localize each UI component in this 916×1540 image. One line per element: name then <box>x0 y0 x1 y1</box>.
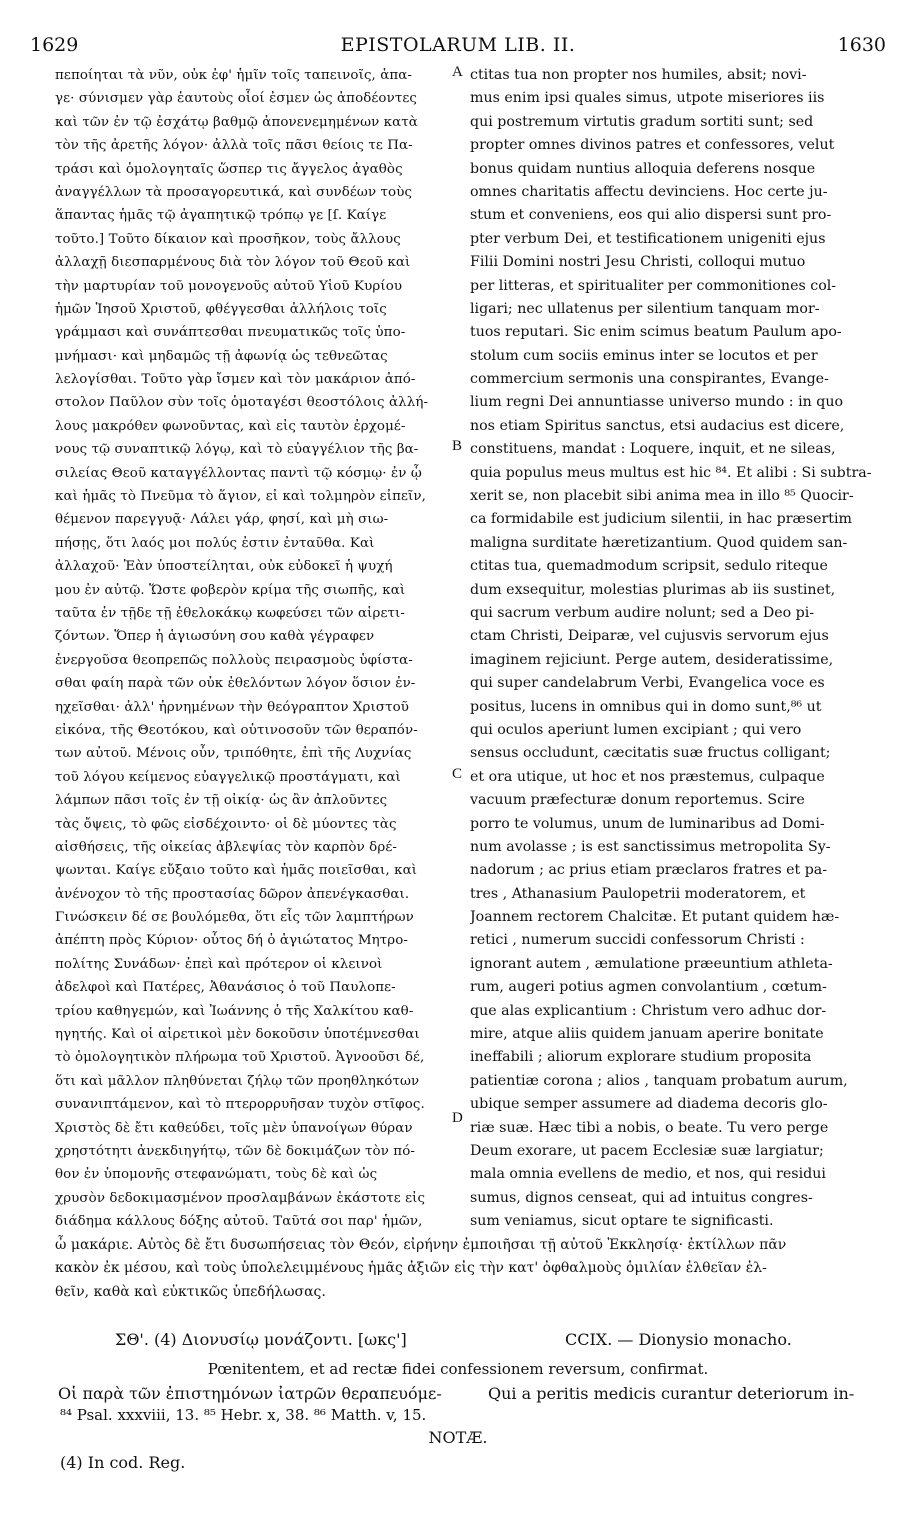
greek-letter-heading: ΣΘ'. (4) Διονυσίῳ μονάζοντι. [ωκς'] <box>115 1330 407 1349</box>
text-line: ἅπαντας ἡμᾶς τῷ ἀγαπητικῷ τρόπῳ γε [ſ. Καίγε <box>55 208 387 224</box>
text-line: ἡμῶν Ἰησοῦ Χριστοῦ, φθέγγεσθαι ἀλλήλοις τοῖς <box>55 301 387 317</box>
text-line: γε· σύνισμεν γὰρ ἑαυτοὺς οἷοί ἐσμεν ὡς ἀποδέοντες <box>55 91 417 107</box>
text-line: xerit se, non placebit sibi anima mea in illo ⁸⁵ Quocir- <box>470 488 854 505</box>
text-line: tuos reputari. Sic enim scimus beatum Paulum apo- <box>470 324 842 341</box>
text-line: ὦ μακάριε. Αὐτὸς δὲ ἔτι δυσωπήσειας τὸν Θεόν, εἰρήνην ἐμποιῆσαι τῇ αὐτοῦ Ἐκκλησίᾳ· ἐκτίλλων πᾶν <box>55 1237 787 1253</box>
text-line: τὴν μαρτυρίαν τοῦ μονογενοῦς αὐτοῦ Υἱοῦ Κυρίου <box>55 278 403 294</box>
text-line: τρίου καθηγεμών, καὶ Ἰωάννης ὁ τῆς Χαλκίτου καθ- <box>55 1003 414 1019</box>
text-line: τράσι καὶ ὁμολογηταῖς ὥσπερ τις ἄγγελος ἀγαθὸς <box>55 161 403 177</box>
text-line: τοῦτο.] Τοῦτο δίκαιον καὶ προσῆκον, τοὺς ἄλλους <box>55 231 401 247</box>
text-line: num avolasse ; is est sanctissimus metropolita Sy- <box>470 838 831 855</box>
text-line: commercium sermonis una conspirantes, Evange- <box>470 371 829 388</box>
text-line: ca formidabile est judicium silentii, in hac præsertim <box>470 511 852 528</box>
letter-heading <box>55 1330 885 1358</box>
text-line: dum exsequitur, molestias plurimas ab iis sustinet, <box>470 581 836 598</box>
text-line: ἀλλαχοῦ· Ἐὰν ὑποστείληται, οὐκ εὐδοκεῖ ἡ ψυχή <box>55 559 393 575</box>
text-line: τὰς ὄψεις, τὸ φῶς εἰσδέχοιντο· οἱ δὲ μύοντες τὰς <box>55 816 397 832</box>
text-line: propter omnes divinos patres et confessores, velut <box>470 137 835 154</box>
text-line: porro te volumus, unum de luminaribus ad Domi- <box>470 815 825 832</box>
running-title: EPISTOLARUM LIB. II. <box>340 34 576 56</box>
text-line: τοῦ λόγου κείμενος εὐαγγελικῷ προστάγματι, καὶ <box>55 769 401 785</box>
text-line: ηγητής. Καὶ οἱ αἱρετικοὶ μὲν δοκοῦσιν ὑποτέμνεσθαι <box>55 1027 420 1043</box>
latin-letter-start: Qui a peritis medicis curantur deteriorum in- <box>488 1384 855 1403</box>
text-line: ψωνται. Καίγε εὔξαιο τοῦτο καὶ ἡμᾶς ποιεῖσθαι, καὶ <box>55 863 418 879</box>
text-line: constituens, mandat : Loquere, inquit, et ne sileas, <box>470 441 836 458</box>
text-line: πολίτης Συνάδων· ἐπεὶ καὶ πρότερον οἱ κλεινοὶ <box>55 956 383 972</box>
text-line: qui sacrum verbum audire nolunt; sed a Deo pi- <box>470 604 815 621</box>
text-line: ctitas tua non propter nos humiles, absit; novi- <box>470 67 807 83</box>
text-line: ὅτι καὶ μᾶλλον πληθύνεται ζήλῳ τῶν προηθληκότων <box>55 1073 420 1089</box>
text-line: τὸν τῆς ἀρετῆς λόγον· ἀλλὰ τοῖς πᾶσι θείοις τε Πα- <box>55 138 413 154</box>
text-line: lium regni Dei annuntiasse universo mundo : in quo <box>470 394 844 411</box>
text-line: qui postremum virtutis gradum sortiti sunt; sed <box>470 113 814 130</box>
text-line: qui super candelabrum Verbi, Evangelica voce es <box>470 675 825 692</box>
text-line: mala omnia evellens de medio, et nos, qui residui <box>470 1166 826 1183</box>
text-line: ηχεῖσθαι· ἀλλ' ἠρνημένων τὴν θεόγραπτον Χριστοῦ <box>55 699 410 715</box>
text-line: retici , numerum succidi confessorum Christi : <box>470 932 805 949</box>
text-line: sum veniamus, sicut optare te significasti. <box>470 1213 774 1230</box>
text-line: stum et conveniens, eos qui alio dispersi sunt pro- <box>470 207 832 224</box>
text-line: que alas explicantium : Christum vero adhuc dor- <box>470 1002 827 1019</box>
text-line: ligari; nec ullatenus per silentium tanquam mor- <box>470 300 820 317</box>
text-line: νους τῷ συναπτικῷ λόγῳ, καὶ τὸ εὐαγγέλιον τῆς βα- <box>55 442 419 458</box>
text-line: ctam Christi, Deiparæ, vel cujusvis servorum ejus <box>470 628 829 645</box>
text-line: σιλείας Θεοῦ καταγγέλλοντας παντὶ τῷ κόσμῳ· ἐν ᾧ <box>55 465 422 481</box>
greek-letter-start: Οἱ παρὰ τῶν ἐπιστημόνων ἰατρῶν θεραπευόμε- <box>58 1384 442 1403</box>
codex-note: (4) In cod. Reg. <box>60 1453 186 1472</box>
margin-marker-d: D <box>452 1110 463 1126</box>
text-line: qui oculos aperiunt lumen excipiant ; qui vero <box>470 721 802 738</box>
margin-marker-c: C <box>452 766 463 782</box>
text-line: mus enim ipsi quales simus, utpote miseriores iis <box>470 90 825 107</box>
text-line: omnes charitatis affectu devinciens. Hoc certe ju- <box>470 183 828 200</box>
latin-text-column <box>470 64 880 1234</box>
text-line: εἰκόνα, τῆς Θεοτόκου, καὶ οὑτινοσοῦν τῶν θεραπόν- <box>55 722 418 738</box>
margin-marker-a: A <box>452 64 463 80</box>
text-line: διάδημα κάλλους δόξης αὐτοῦ. Ταῦτά σοι παρ' ἡμῶν, <box>55 1214 423 1230</box>
text-line: riæ suæ. Hæc tibi a nobis, o beate. Tu vero perge <box>470 1119 829 1136</box>
text-line: per litteras, et spiritualiter per commonitiones col- <box>470 277 837 294</box>
letter-summary: Pœnitentem, et ad rectæ fidei confessionem reversum, confirmat. <box>207 1360 709 1378</box>
text-line: nadorum ; ac prius etiam præclaros fratres et pa- <box>470 862 828 879</box>
latin-letter-heading: CCIX. — Dionysio monacho. <box>565 1330 792 1349</box>
text-line: ctitas tua, quemadmodum scripsit, sedulo riteque <box>470 558 828 575</box>
text-line: των αὐτοῦ. Μένοις οὖν, τριπόθητε, ἐπὶ τῆς Λυχνίας <box>55 746 412 762</box>
text-line: σθαι φαίη παρὰ τῶν οὐκ ἐθελόντων λόγον ὅσιον ἐν- <box>55 676 416 692</box>
text-line: ζόντων. Ὅπερ ἡ ἁγιωσύνη σου καθὰ γέγραφεν <box>55 629 375 645</box>
text-line: quia populus meus multus est hic ⁸⁴. Et alibi : Si subtra- <box>470 464 872 481</box>
page-header <box>30 34 886 64</box>
text-line: μνήμασι· καὶ μηδαμῶς τῇ ἀφωνίᾳ ὡς τεθνεῶτας <box>55 348 388 364</box>
text-line: stolum cum sociis eminus inter se locutos et per <box>470 347 818 364</box>
text-line: θεῖν, καθὰ καὶ εὐκτικῶς ὑπεδήλωσας. <box>55 1283 326 1300</box>
margin-marker-b: B <box>452 438 463 454</box>
text-line: et ora utique, ut hoc et nos præstemus, culpaque <box>470 768 825 785</box>
text-line: rum, augeri potius agmen convolantium , cœtum- <box>470 979 827 996</box>
text-line: χρηστότητι ἀνεκδιηγήτῳ, τῶν δὲ δοκιμάζων τὸν πό- <box>55 1143 415 1159</box>
text-line: mire, atque aliis quidem januam aperire bonitate <box>470 1026 824 1043</box>
text-line: συνανιπτάμενον, καὶ τὸ πτερορρυῆσαν τυχὸν στῖφος. <box>55 1097 425 1113</box>
text-line: λάμπων πᾶσι τοῖς ἐν τῇ οἰκίᾳ· ὡς ἂν ἀπλοῦντες <box>55 793 388 809</box>
text-line: bonus quidam nuntius alloquia deferens nosque <box>470 160 816 177</box>
text-line: λελογίσθαι. Τοῦτο γὰρ ἴσμεν καὶ τὸν μακάριον ἀπό- <box>55 372 416 388</box>
text-line: vacuum præfecturæ donum reportemus. Scire <box>470 792 805 809</box>
text-line: sensus occludunt, cæcitatis suæ fructus colligant; <box>470 745 831 762</box>
text-line: γράμμασι καὶ συνάπτεσθαι πνευματικῶς τοῖς ὑπο- <box>55 325 406 341</box>
text-line: Deum exorare, ut pacem Ecclesiæ suæ largiatur; <box>470 1142 824 1159</box>
text-line: ineffabili ; aliorum explorare studium proposita <box>470 1049 812 1066</box>
text-line: ignorant autem , æmulatione præeuntium athleta- <box>470 955 833 972</box>
text-line: ἀδελφοὶ καὶ Πατέρες, Ἀθανάσιος ὁ τοῦ Παυλοπε- <box>55 980 396 996</box>
text-line: pter verbum Dei, et testificationem unigeniti ejus <box>470 230 826 247</box>
text-line: θέμενον παρεγγυᾷ· Λάλει γάρ, φησί, καὶ μὴ σιω- <box>55 512 389 528</box>
text-line: πήσῃς, ὅτι λαός μοι πολύς ἐστιν ἐνταῦθα. Καὶ <box>55 535 375 551</box>
text-line: maligna surditate hæretizantium. Quod quidem san- <box>470 534 848 551</box>
text-line: Joannem rectorem Chalcitæ. Et putant quidem hæ- <box>470 909 840 926</box>
text-line: sumus, dignos censeat, qui ad intuitus congres- <box>470 1189 813 1206</box>
right-page-number: 1630 <box>837 34 886 56</box>
text-line: ἀπέπτη πρὸς Κύριον· οὗτος δή ὁ ἁγιώτατος Μητρο- <box>55 933 409 949</box>
text-line: κακὸν ἐκ μέσου, καὶ τοὺς ὑπολελειμμένους ἡμᾶς ἀξιῶν εἰς τὴν κατ' ὀφθαλμοὺς ὁμιλίαν ἐλθεῖαν ἐλ- <box>55 1260 767 1277</box>
text-line: καὶ τῶν ἐν τῷ ἐσχάτῳ βαθμῷ ἀπονενεμημένων κατὰ <box>55 114 418 130</box>
text-line: ubique semper assumere ad diadema decoris glo- <box>470 1096 828 1113</box>
full-width-text <box>55 1234 885 1304</box>
text-line: ἐνεργοῦσα θεοπρεπῶς πολλοὺς πειρασμοὺς ὑφίστα- <box>55 652 413 668</box>
text-line: χρυσὸν δεδοκιμασμένον προσλαμβάνων ἑκάστοτε εἰς <box>55 1190 426 1206</box>
text-line: θον ἐν ὑπομονῆς στεφανώματι, τοὺς δὲ καὶ ὡς <box>55 1167 378 1183</box>
text-line: imaginem rejiciunt. Perge autem, desideratissime, <box>470 651 834 668</box>
text-line: τὸ ὁμολογητικὸν πλήρωμα τοῦ Χριστοῦ. Ἀγνοοῦσι δέ, <box>55 1050 425 1066</box>
left-page-number: 1629 <box>30 34 79 56</box>
text-line: καὶ ἡμᾶς τὸ Πνεῦμα τὸ ἅγιον, εἰ καὶ τολμηρὸν εἰπεῖν, <box>55 489 426 505</box>
text-line: ἀλλαχῇ διεσπαρμένους διὰ τὸν λόγον τοῦ Θεοῦ καὶ <box>55 255 411 271</box>
text-line: Filii Domini nostri Jesu Christi, colloqui mutuo <box>470 254 806 271</box>
text-line: positus, lucens in omnibus qui in domo sunt,⁸⁶ ut <box>470 698 822 715</box>
text-line: Χριστὸς δὲ ἔτι καθεύδει, τοῖς μὲν ὑπανοίγων θύραν <box>55 1120 413 1136</box>
text-line: tres , Athanasium Paulopetrii moderatorem, et <box>470 885 806 902</box>
text-line: Γινώσκειν δέ σε βουλόμεθα, ὅτι εἷς τῶν λαμπτήρων <box>55 910 414 926</box>
text-line: μου ἐν αὐτῷ. Ὥστε φοβερὸν κρίμα τῆς σιωπῆς, καὶ <box>55 582 406 598</box>
text-line: nos etiam Spiritus sanctus, etsi audacius est dicere, <box>470 417 845 434</box>
notae-heading: NOTÆ. <box>428 1428 488 1447</box>
text-line: ἀνένοχον τὸ τῆς προστασίας δῶρον ἀπενέγκασθαι. <box>55 886 410 902</box>
greek-text-column <box>55 64 455 1234</box>
text-line: ἀναγγέλλων τὰ προσαγορευτικά, καὶ συνδέων τοὺς <box>55 184 413 200</box>
text-line: στολον Παῦλον σὺν τοῖς ὁμοταγέσι θεοστόλοις ἀλλή- <box>55 395 429 411</box>
footnotes: ⁸⁴ Psal. xxxviii, 13. ⁸⁵ Hebr. x, 38. ⁸⁶ Matth. v, 15. <box>60 1406 427 1424</box>
text-line: ταῦτα ἐν τῇδε τῇ ἐθελοκάκῳ κωφεύσει τῶν αἱρετι- <box>55 605 405 621</box>
text-line: patientiæ corona ; alios , tanquam probatum aurum, <box>470 1072 848 1089</box>
text-line: αἰσθήσεις, τῆς οἰκείας ἀβλεψίας τὸν καρπὸν δρέ- <box>55 839 397 855</box>
text-line: λους μακρόθεν φωνοῦντας, καὶ εἰς ταυτὸν ἐρχομέ- <box>55 418 406 434</box>
text-line: πεποίηται τὰ νῦν, οὐκ ἐφ' ἡμῖν τοῖς ταπεινοῖς, ἀπα- <box>55 68 413 83</box>
